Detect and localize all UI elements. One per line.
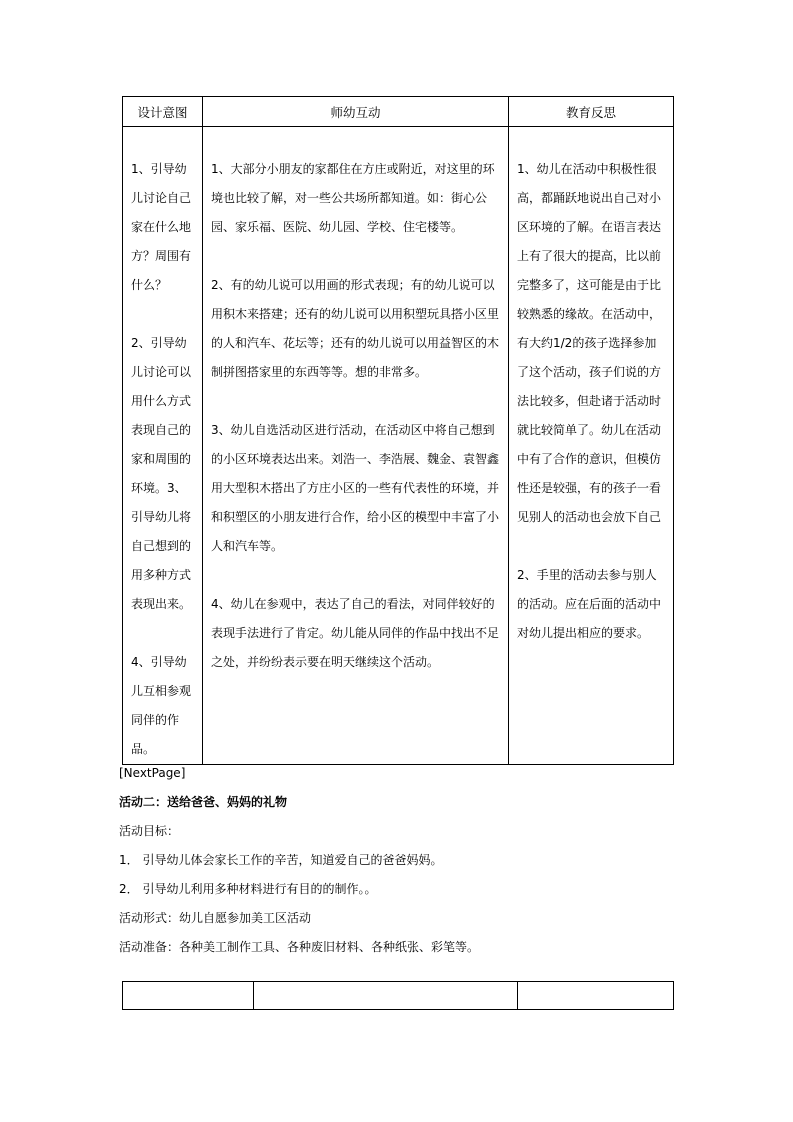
header-education-reflection: 教育反思 <box>509 97 674 127</box>
design-intent-item: 2、引导幼儿讨论可以用什么方式表现自己的家和周围的环境。3、引导幼儿将自己想到的用多种方式表现出来。 <box>131 336 192 611</box>
reflection-cell <box>509 127 674 765</box>
empty-cell <box>254 982 518 1010</box>
design-intent-item: 1、引导幼儿讨论自己家在什么地方？周围有什么？ <box>131 162 192 292</box>
activity-form: 活动形式：幼儿自愿参加美工区活动 <box>119 911 312 925</box>
interaction-item: 4、幼儿在参观中，表达了自己的看法，对同伴较好的表现手法进行了肯定。幼儿能从同伴的作品中找出不足之处，并纷纷表示要在明天继续这个活动。 <box>211 597 500 669</box>
header-teacher-child-interaction: 师幼互动 <box>203 97 509 127</box>
activity-table <box>122 96 674 765</box>
table-row <box>123 982 674 1010</box>
design-intent-item: 4、引导幼儿互相参观同伴的作品。 <box>131 655 192 756</box>
goal-item: 2． 引导幼儿利用多种材料进行有目的的制作。。 <box>119 882 377 896</box>
activity-title: 活动二：送给爸爸、妈妈的礼物 <box>119 795 288 809</box>
next-page-marker: [NextPage] <box>119 766 186 780</box>
table-row <box>123 127 674 765</box>
reflection-item: 2、手里的活动去参与别人的活动。应在后面的活动中对幼儿提出相应的要求。 <box>517 568 662 640</box>
interaction-item: 1、大部分小朋友的家都住在方庄或附近，对这里的环境也比较了解，对一些公共场所都知道。如：街心公园、家乐福、医院、幼儿园、学校、住宅楼等。 <box>211 162 495 234</box>
table-header-row <box>123 97 674 127</box>
goal-label: 活动目标： <box>119 824 180 838</box>
design-intent-cell <box>123 127 203 765</box>
header-design-intent: 设计意图 <box>123 97 203 127</box>
goal-item: 1． 引导幼儿体会家长工作的辛苦，知道爱自己的爸爸妈妈。 <box>119 853 443 867</box>
activity-preparation: 活动准备：各种美工制作工具、各种废旧材料、各种纸张、彩笔等。 <box>119 940 480 954</box>
interaction-item: 3、幼儿自选活动区进行活动，在活动区中将自己想到的小区环境表达出来。刘浩一、李浩展、魏金、袁智鑫用大型积木搭出了方庄小区的一些有代表性的环境，并和积塑区的小朋友进行合作，给小区的模型中丰富了小人和汽车等。 <box>211 423 500 553</box>
empty-cell <box>123 982 254 1010</box>
activity-two-section <box>119 759 679 962</box>
empty-table <box>122 981 674 1010</box>
reflection-item: 1、幼儿在活动中积极性很高，都踊跃地说出自己对小区环境的了解。在语言表达上有了很大的提高，比以前完整多了，这可能是由于比较熟悉的缘故。在活动中，有大约1/2的孩子选择参加了这个活动，孩子们说的方法比较多，但赴诸于活动时就比较简单了。幼儿在活动中有了合作的意识，但模仿性还是较强，有的孩子一看见别人的活动也会放下自己 <box>517 162 662 524</box>
interaction-item: 2、有的幼儿说可以用画的形式表现；有的幼儿说可以用积木来搭建；还有的幼儿说可以用积塑玩具搭小区里的人和汽车、花坛等；还有的幼儿说可以用益智区的木制拼图搭家里的东西等等。想的非常多。 <box>211 278 500 379</box>
interaction-cell <box>203 127 509 765</box>
empty-cell <box>518 982 674 1010</box>
